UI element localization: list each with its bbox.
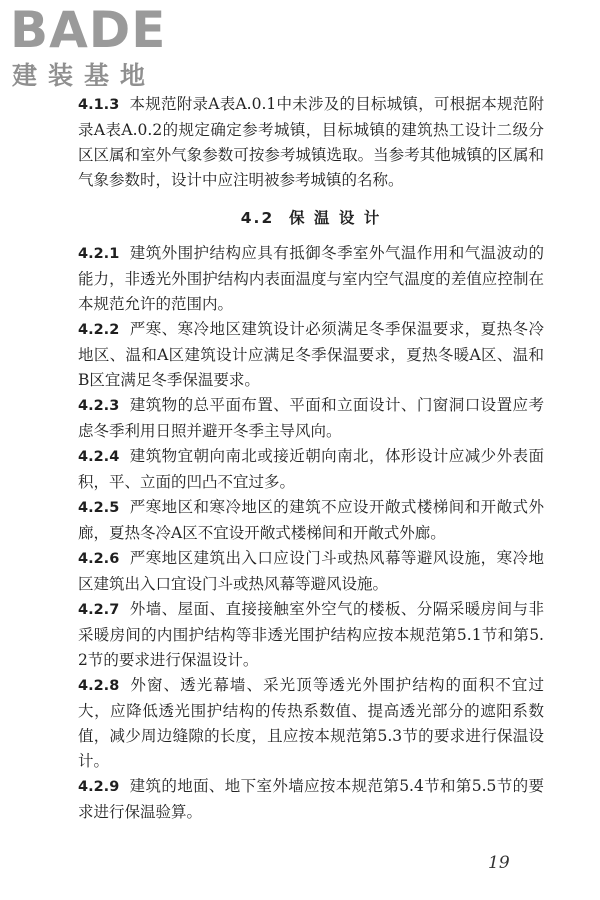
clause-text: 建筑外围护结构应具有抵御冬季室外气温作用和气温波动的能力，非透光外围护结构内表面温度与室内空气温度的差值应控制在本规范允许的范围内。 xyxy=(78,244,544,313)
clause-text: 外窗、透光幕墙、采光顶等透光外围护结构的面积不宜过大，应降低透光围护结构的传热系数值、提高透光部分的遮阳系数值，减少周边缝隙的长度，且应按本规范第5.3节的要求进行保温设计。 xyxy=(78,676,544,770)
clause-number: 4.2.3 xyxy=(78,398,120,414)
clause-number: 4.1.3 xyxy=(78,97,120,113)
logo-wordmark: BADE xyxy=(10,1,167,59)
clause-number: 4.2.4 xyxy=(78,449,120,465)
clause-text: 建筑物的总平面布置、平面和立面设计、门窗洞口设置应考虑冬季利用日照并避开冬季主导风向。 xyxy=(78,396,544,440)
clause-4-2-5 xyxy=(78,495,544,546)
clause-4-2-4 xyxy=(78,444,544,495)
clause-4-2-3 xyxy=(78,393,544,444)
clause-number: 4.2.6 xyxy=(78,551,120,567)
clause-text: 严寒地区和寒冷地区的建筑不应设开敞式楼梯间和开敞式外廊，夏热冬冷A区不宜设开敞式楼梯间和开敞式外廊。 xyxy=(78,498,544,542)
clause-number: 4.2.9 xyxy=(78,779,120,795)
clause-text: 建筑物宜朝向南北或接近朝向南北，体形设计应减少外表面积，平、立面的凹凸不宜过多。 xyxy=(78,447,544,491)
clause-4-2-1 xyxy=(78,241,544,317)
logo-subtitle: 建装基地 xyxy=(12,61,157,90)
clause-4-2-2 xyxy=(78,317,544,393)
clause-4-2-8 xyxy=(78,673,544,774)
clause-text: 建筑的地面、地下室外墙应按本规范第5.4节和第5.5节的要求进行保温验算。 xyxy=(78,777,544,821)
page-number: 19 xyxy=(488,853,510,873)
clause-number: 4.2.2 xyxy=(78,322,120,338)
clause-number: 4.2.5 xyxy=(78,500,120,516)
clause-number: 4.2.1 xyxy=(78,246,120,262)
section-title: 保 温 设 计 xyxy=(289,209,382,227)
clause-4-1-3 xyxy=(78,92,544,193)
clause-text: 本规范附录A表A.0.1中未涉及的目标城镇，可根据本规范附录A表A.0.2的规定确定参考城镇，目标城镇的建筑热工设计二级分区区属和室外气象参数可按参考城镇选取。当参考其他城镇的区属和气象参数时，设计中应注明被参考城镇的名称。 xyxy=(78,95,544,189)
page-body xyxy=(78,92,544,825)
section-number: 4.2 xyxy=(240,209,275,227)
bade-logo xyxy=(10,1,180,94)
section-heading xyxy=(78,206,544,230)
clause-text: 严寒地区建筑出入口应设门斗或热风幕等避风设施，寒冷地区建筑出入口宜设门斗或热风幕等避风设施。 xyxy=(78,549,544,593)
clause-text: 严寒、寒冷地区建筑设计必须满足冬季保温要求，夏热冬冷地区、温和A区建筑设计应满足冬季保温要求，夏热冬暖A区、温和B区宜满足冬季保温要求。 xyxy=(78,320,544,389)
clause-4-2-7 xyxy=(78,597,544,673)
clause-text: 外墙、屋面、直接接触室外空气的楼板、分隔采暖房间与非采暖房间的内围护结构等非透光围护结构应按本规范第5.1节和第5.2节的要求进行保温设计。 xyxy=(78,600,544,669)
clause-4-2-9 xyxy=(78,774,544,825)
clause-4-2-6 xyxy=(78,546,544,597)
clause-number: 4.2.7 xyxy=(78,602,120,618)
clause-number: 4.2.8 xyxy=(78,678,120,694)
